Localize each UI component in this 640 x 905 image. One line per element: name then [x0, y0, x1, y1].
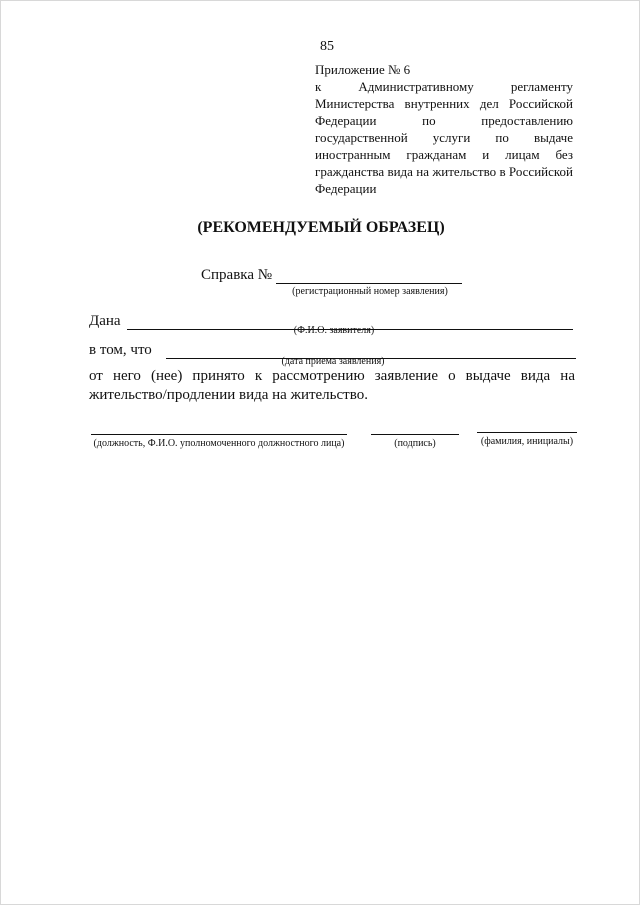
appendix-line: государственной услуги по выдаче: [315, 130, 573, 145]
official-signature-line[interactable]: [91, 434, 347, 435]
appendix-line: к Административному регламенту: [315, 79, 573, 94]
appendix-line: иностранным гражданам и лицам без: [315, 147, 573, 162]
that-label: в том, что: [89, 342, 152, 358]
signature-caption: (подпись): [394, 438, 436, 449]
given-to-label: Дана: [89, 313, 121, 329]
page-number: 85: [320, 39, 334, 54]
appendix-line: Приложение № 6: [315, 62, 411, 77]
certificate-body-text: от него (нее) принято к рассмотрению заявление о выдаче вида на жительство/продлении вида на жительство.: [89, 368, 575, 403]
appendix-line: Федерации: [315, 181, 377, 196]
name-initials-caption: (фамилия, инициалы): [480, 436, 574, 447]
official-caption: (должность, Ф.И.О. уполномоченного должностного лица): [93, 438, 345, 449]
document-heading: (РЕКОМЕНДУЕМЫЙ ОБРАЗЕЦ): [197, 219, 445, 236]
appendix-line: Министерства внутренних дел Российской: [315, 96, 573, 111]
appendix-line: Федерации по предоставлению: [315, 113, 573, 128]
certificate-number-caption: (регистрационный номер заявления): [292, 286, 448, 297]
signature-line[interactable]: [371, 434, 459, 435]
application-date-caption: (дата приема заявления): [281, 356, 385, 367]
applicant-name-caption: (Ф.И.О. заявителя): [293, 325, 375, 336]
appendix-line: гражданства вида на жительство в Российской: [315, 164, 573, 179]
certificate-number-row: [201, 266, 462, 284]
appendix-header: [315, 61, 573, 197]
certificate-label: Справка №: [201, 267, 273, 283]
name-initials-line[interactable]: [477, 432, 577, 433]
certificate-number-field[interactable]: [276, 266, 462, 284]
